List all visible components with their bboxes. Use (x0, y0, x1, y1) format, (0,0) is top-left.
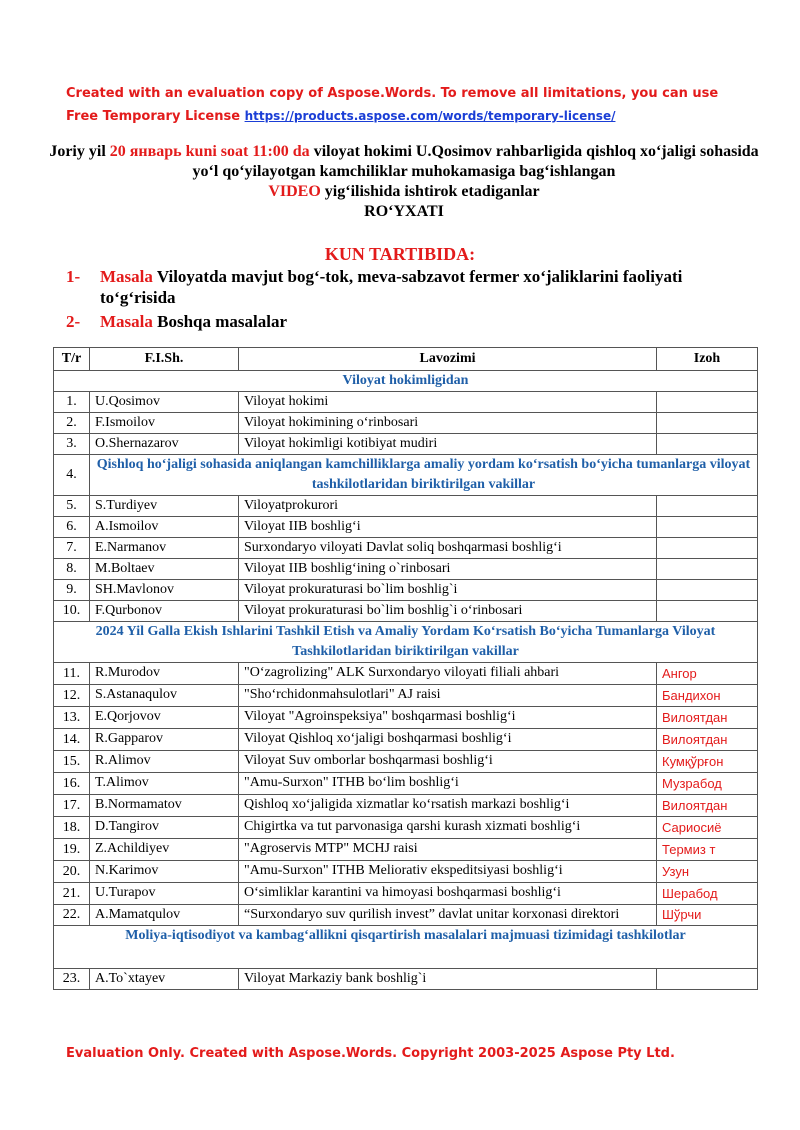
position: Chigirtka va tut parvonasiga qarshi kurash xizmati boshlig‘i (239, 817, 657, 839)
position: Viloyat Suv omborlar boshqarmasi boshlig‘i (239, 751, 657, 773)
position: "Sho‘rchidonmahsulotlari" AJ raisi (239, 685, 657, 707)
agenda-item-text (100, 266, 746, 308)
person-name: S.Turdiyev (90, 496, 239, 517)
table-row (54, 707, 758, 729)
table-row (54, 580, 758, 601)
table-row (54, 517, 758, 538)
row-number: 10. (54, 601, 90, 622)
row-number: 8. (54, 559, 90, 580)
col-header-name: F.I.Sh. (90, 348, 239, 371)
table-row (54, 861, 758, 883)
note: Сариосиё (657, 817, 758, 839)
position: Viloyatprokurori (239, 496, 657, 517)
position: Viloyat "Agroinspeksiya" boshqarmasi boshlig‘i (239, 707, 657, 729)
col-header-number: T/r (54, 348, 90, 371)
note (657, 601, 758, 622)
table-header-row (54, 348, 758, 371)
person-name: N.Karimov (90, 861, 239, 883)
video-label: VIDEO (268, 183, 321, 200)
table-row (54, 773, 758, 795)
table-row (54, 795, 758, 817)
table-row (54, 817, 758, 839)
table-section-row (54, 622, 758, 663)
note (657, 392, 758, 413)
position: “Surxondaryo suv qurilish invest” davlat unitar korxonasi direktori (239, 905, 657, 926)
person-name: M.Boltaev (90, 559, 239, 580)
agenda-item-text (100, 311, 287, 332)
note: Ангор (657, 663, 758, 685)
evaluation-notice-text: Created with an evaluation copy of Aspose.Words. To remove all limitations, you can use Free Temporary License (66, 86, 719, 124)
position: Viloyat Qishloq xo‘jaligi boshqarmasi boshlig‘i (239, 729, 657, 751)
row-number: 19. (54, 839, 90, 861)
row-number: 17. (54, 795, 90, 817)
person-name: A.To`xtayev (90, 969, 239, 990)
table-row (54, 434, 758, 455)
table-row (54, 685, 758, 707)
row-number: 13. (54, 707, 90, 729)
person-name: S.Astanaqulov (90, 685, 239, 707)
person-name: T.Alimov (90, 773, 239, 795)
person-name: D.Tangirov (90, 817, 239, 839)
note: Бандихон (657, 685, 758, 707)
agenda-list (66, 266, 746, 335)
person-name: R.Gapparov (90, 729, 239, 751)
evaluation-footer: Evaluation Only. Created with Aspose.Words. Copyright 2003-2025 Aspose Pty Ltd. (66, 1046, 675, 1061)
position: "O‘zagrolizing" ALK Surxondaryo viloyati filiali ahbari (239, 663, 657, 685)
note (657, 434, 758, 455)
position: O‘simliklar karantini va himoyasi boshqarmasi boshlig‘i (239, 883, 657, 905)
note: Музрабод (657, 773, 758, 795)
section-title: Qishloq ho‘jaligi sohasida aniqlangan kamchilliklarga amaliy yordam ko‘rsatish bo‘yicha tumanlarga viloyat tashkilotlaridan biriktirilgan vakillar (90, 455, 758, 496)
agenda-item-number: 2- (66, 312, 81, 331)
table-row (54, 559, 758, 580)
position: Viloyat hokimligi kotibiyat mudiri (239, 434, 657, 455)
row-number: 23. (54, 969, 90, 990)
position: Viloyat IIB boshlig‘i (239, 517, 657, 538)
position: Surxondaryo viloyati Davlat soliq boshqarmasi boshlig‘i (239, 538, 657, 559)
row-number: 18. (54, 817, 90, 839)
row-number: 16. (54, 773, 90, 795)
note: Термиз т (657, 839, 758, 861)
note (657, 969, 758, 990)
agenda-heading: KUN TARTIBIDA: (324, 244, 476, 264)
person-name: E.Narmanov (90, 538, 239, 559)
note: Вилоятдан (657, 707, 758, 729)
participants-table (53, 347, 758, 990)
temporary-license-link[interactable]: https://products.aspose.com/words/temporary-license/ (244, 109, 616, 123)
note (657, 559, 758, 580)
table-row (54, 496, 758, 517)
row-number: 21. (54, 883, 90, 905)
table-row (54, 413, 758, 434)
section-title: Viloyat hokimligidan (54, 371, 758, 392)
row-number: 22. (54, 905, 90, 926)
person-name: SH.Mavlonov (90, 580, 239, 601)
note (657, 580, 758, 601)
agenda-item-label: Masala (100, 312, 153, 331)
person-name: O.Shernazarov (90, 434, 239, 455)
note: Вилоятдан (657, 795, 758, 817)
evaluation-notice (66, 82, 746, 128)
note: Вилоятдан (657, 729, 758, 751)
agenda-item (66, 311, 746, 332)
table-row (54, 729, 758, 751)
title-part-2: viloyat hokimi U.Qosimov rahbarligida qishloq xo‘jaligi sohasida yo‘l qo‘yilayotgan kamchiliklar muhokamasiga bag‘ishlangan (192, 143, 759, 180)
position: Viloyat IIB boshlig‘ining o`rinbosari (239, 559, 657, 580)
row-number: 9. (54, 580, 90, 601)
table-section-row (54, 926, 758, 969)
position: Qishloq xo‘jaligida xizmatlar ko‘rsatish markazi boshlig‘i (239, 795, 657, 817)
table-row (54, 663, 758, 685)
note: Шерабод (657, 883, 758, 905)
table-section-row (54, 455, 758, 496)
row-number: 3. (54, 434, 90, 455)
row-number: 5. (54, 496, 90, 517)
table-row (54, 969, 758, 990)
person-name: Z.Achildiyev (90, 839, 239, 861)
position: "Agroservis MTP" MCHJ raisi (239, 839, 657, 861)
person-name: A.Ismoilov (90, 517, 239, 538)
table-section-row (54, 371, 758, 392)
row-number: 2. (54, 413, 90, 434)
col-header-note: Izoh (657, 348, 758, 371)
person-name: F.Ismoilov (90, 413, 239, 434)
person-name: U.Qosimov (90, 392, 239, 413)
note: Кумқўрғон (657, 751, 758, 773)
position: "Amu-Surxon" ITHB bo‘lim boshlig‘i (239, 773, 657, 795)
note: Узун (657, 861, 758, 883)
position: Viloyat hokimi (239, 392, 657, 413)
table-row (54, 905, 758, 926)
person-name: B.Normamatov (90, 795, 239, 817)
title-part-1: Joriy yil (49, 143, 110, 160)
position: Viloyat hokimining o‘rinbosari (239, 413, 657, 434)
agenda-item-body: Viloyatda mavjut bog‘-tok, meva-sabzavot fermer xo‘jaliklarini faoliyati to‘g‘risida (100, 267, 683, 307)
position: "Amu-Surxon" ITHB Meliorativ ekspeditsiyasi boshlig‘i (239, 861, 657, 883)
row-number: 4. (54, 455, 90, 496)
table-row (54, 601, 758, 622)
note (657, 517, 758, 538)
note: Шўрчи (657, 905, 758, 926)
person-name: U.Turapov (90, 883, 239, 905)
person-name: A.Mamatqulov (90, 905, 239, 926)
section-title: 2024 Yil Galla Ekish Ishlarini Tashkil Etish va Amaliy Yordam Ko‘rsatish Bo‘yicha Tumanlarga Viloyat Tashkilotlaridan biriktirilgan vakillar (54, 622, 758, 663)
row-number: 15. (54, 751, 90, 773)
section-title: Moliya-iqtisodiyot va kambag‘allikni qisqartirish masalalari majmuasi tizimidagi tashkilotlar (54, 926, 758, 969)
title-part-3: yig‘ilishida ishtirok etadiganlar (320, 183, 540, 200)
position: Viloyat prokuraturasi bo`lim boshlig`i o‘rinbosari (239, 601, 657, 622)
row-number: 14. (54, 729, 90, 751)
person-name: E.Qorjovov (90, 707, 239, 729)
row-number: 20. (54, 861, 90, 883)
note (657, 496, 758, 517)
person-name: R.Alimov (90, 751, 239, 773)
agenda-item-body: Boshqa masalalar (157, 312, 288, 331)
document-title (40, 142, 768, 222)
table-row (54, 538, 758, 559)
table-row (54, 751, 758, 773)
row-number: 12. (54, 685, 90, 707)
col-header-position: Lavozimi (239, 348, 657, 371)
note (657, 413, 758, 434)
table-row (54, 883, 758, 905)
agenda-item-label: Masala (100, 267, 153, 286)
agenda-item-number: 1- (66, 267, 81, 286)
row-number: 11. (54, 663, 90, 685)
meeting-date: 20 январь kuni soat 11:00 da (109, 143, 310, 160)
agenda-item (66, 266, 746, 308)
table-row (54, 392, 758, 413)
row-number: 1. (54, 392, 90, 413)
position: Viloyat Markaziy bank boshlig`i (239, 969, 657, 990)
list-heading: RO‘YXATI (364, 203, 444, 220)
position: Viloyat prokuraturasi bo`lim boshlig`i (239, 580, 657, 601)
person-name: R.Murodov (90, 663, 239, 685)
table-row (54, 839, 758, 861)
note (657, 538, 758, 559)
person-name: F.Qurbonov (90, 601, 239, 622)
row-number: 6. (54, 517, 90, 538)
row-number: 7. (54, 538, 90, 559)
